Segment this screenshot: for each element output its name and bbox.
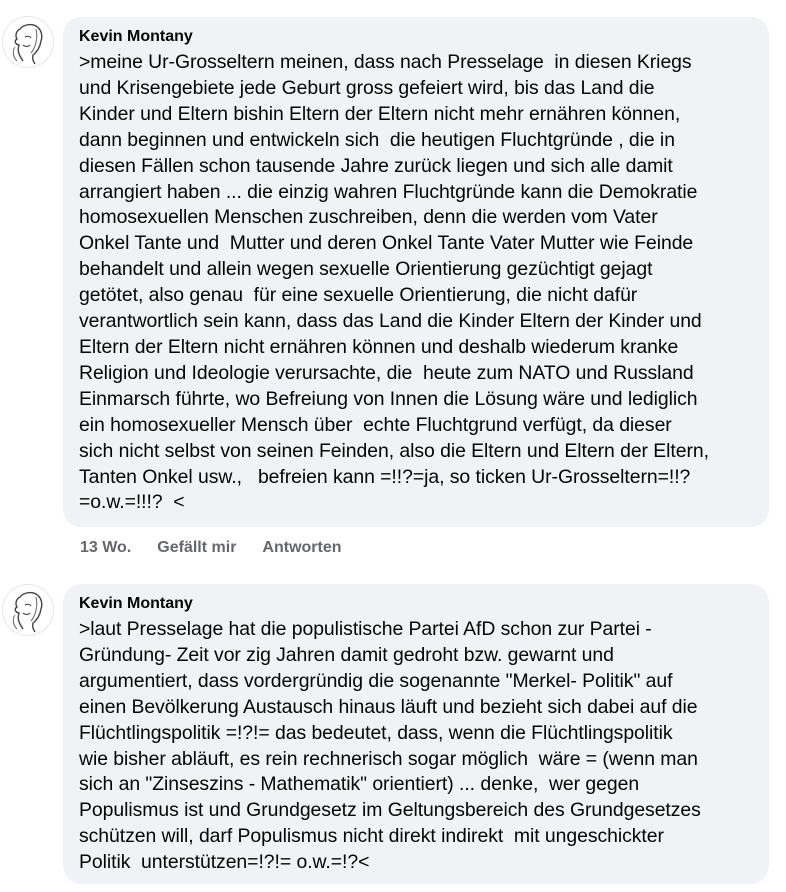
reply-button[interactable]: Antworten xyxy=(262,539,342,556)
author-name[interactable]: Kevin Montany xyxy=(79,595,193,612)
sketch-face-icon xyxy=(3,585,53,635)
comment-text: >laut Presselage hat die populistische Partei AfD schon zur Partei - Gründung- Zeit vor zig Jahren damit gedroht bzw. gewarnt und argumentiert, dass vordergründig die sogenannte "Merkel- Politik" auf einen Bevölkerung Austausch hinaus läuft und bezieht sich dabei auf die Flüchtlingspolitik =!?!= das bedeutet, dass, wenn die Flüchtlingspolitik wie bisher abläuft, es rein rechnerisch sogar möglich wäre = (wenn man sich an "Zinseszins - Mathematik" orientiert) ... denke, wer gegen Populismus ist und Grundgesetz im Geltungsbereich des Grundgesetzes schützen will, darf Populismus nicht direkt indirekt mit ungeschickter Politik unterstützen=!?!= o.w.=!?< xyxy=(79,618,701,874)
comment-bubble xyxy=(63,584,769,884)
avatar[interactable] xyxy=(2,584,54,636)
sketch-face-icon xyxy=(3,17,53,67)
author-name[interactable]: Kevin Montany xyxy=(79,28,193,45)
like-button[interactable]: Gefällt mir xyxy=(157,539,237,556)
comment-actions xyxy=(80,538,342,558)
comment-bubble xyxy=(63,17,769,527)
timestamp[interactable]: 13 Wo. xyxy=(80,539,132,556)
comment-text: >meine Ur-Grosseltern meinen, dass nach Presselage in diesen Kriegs und Krisengebiete jede Geburt gross gefeiert wird, bis das Land die Kinder und Eltern bishin Eltern der Eltern nicht mehr ernähren können, dann beginnen und entwickeln sich die heutigen Fluchtgründe , die in diesen Fällen schon tausende Jahre zurück liegen und sich alle damit arrangiert haben ... die einzig wahren Fluchtgründe kann die Demokratie homosexuellen Menschen zuschreiben, denn die werden vom Vater Onkel Tante und Mutter und deren Onkel Tante Vater Mutter wie Feinde behandelt und allein wegen sexuelle Orientierung gezüchtigt gejagt getötet, also genau für eine sexuelle Orientierung, die nicht dafür verantwortlich sein kann, dass das Land die Kinder Eltern der Kinder und Eltern der Eltern nicht ernähren können und deshalb wiederum kranke Religion und Ideologie verursachte, die heute zum NATO und Russland Einmarsch führte, wo Befreiung von Innen die Lösung wäre und lediglich ein homosexueller Mensch über echte Fluchtgrund verfügt, da dieser sich nicht selbst von seinen Feinden, also die Eltern und Eltern der Eltern, Tanten Onkel usw., befreien kann =!!?=ja, so ticken Ur-Grosseltern=!!? =o.w.=!!!? < xyxy=(79,51,709,514)
avatar[interactable] xyxy=(2,16,54,68)
